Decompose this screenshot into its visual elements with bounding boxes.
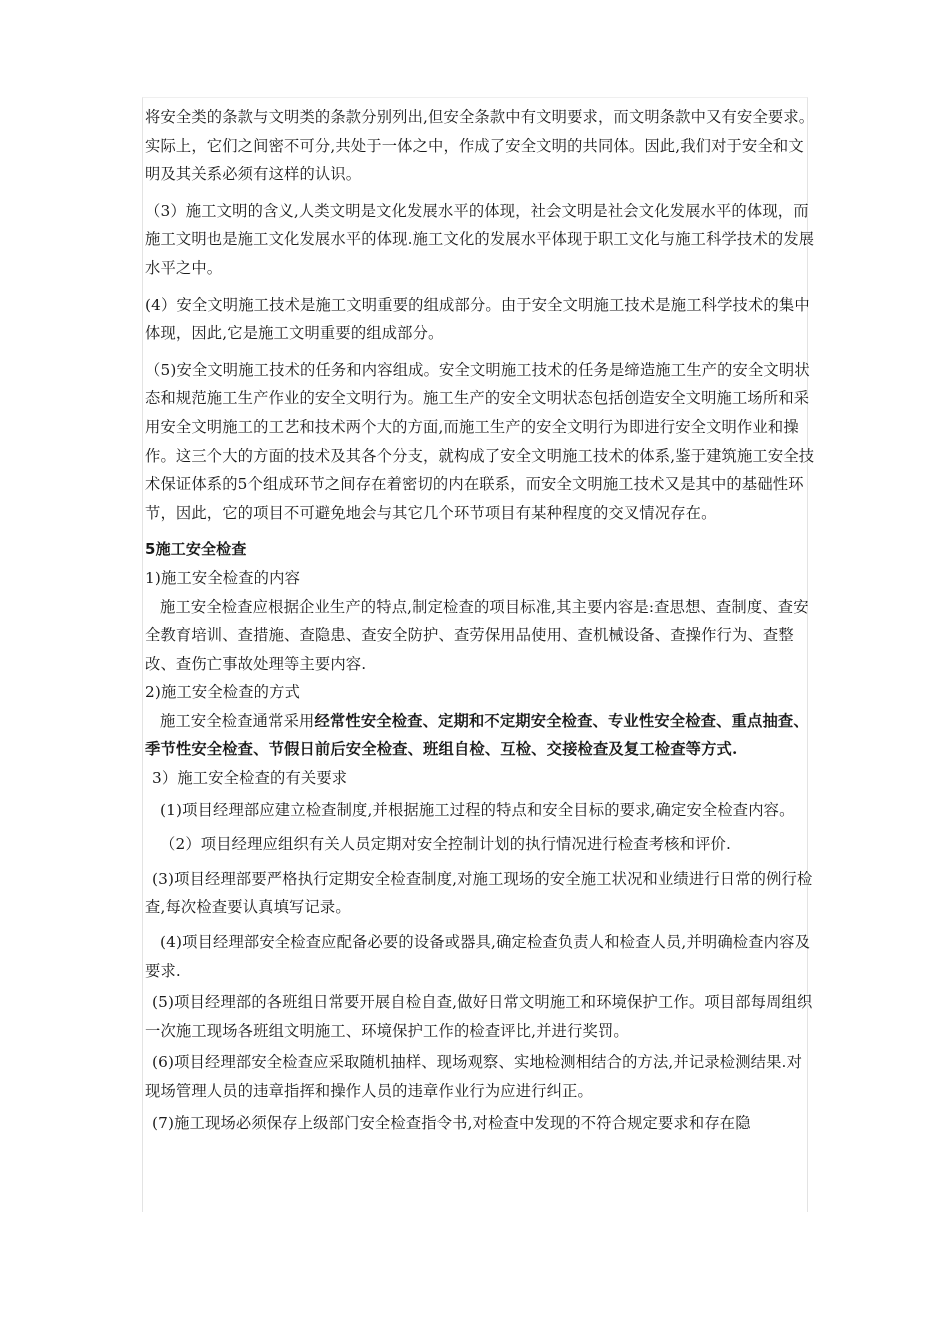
- document-body: [145, 103, 817, 1137]
- requirement-item: (6)项目经理部安全检查应采取随机抽样、现场观察、实地检测相结合的方法,并记录检测结果.对现场管理人员的违章指挥和操作人员的违章作业行为应进行纠正。: [145, 1053, 803, 1100]
- requirement-item: (4)项目经理部安全检查应配备必要的设备或器具,确定检查负责人和检查人员,并明确检查内容及要求.: [145, 933, 811, 980]
- subsection-title-requirements: 3）施工安全检查的有关要求: [152, 769, 348, 788]
- subsection-body-methods: [145, 707, 817, 764]
- section-heading: 5施工安全检查: [145, 540, 247, 559]
- subsection-title-methods: 2)施工安全检查的方式: [145, 683, 301, 702]
- requirement-item: (3)项目经理部要严格执行定期安全检查制度,对施工现场的安全施工状况和业绩进行日常的例行检查,每次检查要认真填写记录。: [145, 869, 813, 917]
- requirement-item: （2）项目经理应组织有关人员定期对安全控制计划的执行情况进行检查考核和评价.: [160, 835, 731, 854]
- paragraph-technology-component: (4）安全文明施工技术是施工文明重要的组成部分。由于安全文明施工技术是施工科学技术的集中体现，因此,它是施工文明重要的组成部分。: [145, 295, 810, 343]
- paragraph-technology-tasks: （5)安全文明施工技术的任务和内容组成。安全文明施工技术的任务是缔造施工生产的安全文明状态和规范施工生产作业的安全文明行为。施工生产的安全文明状态包括创造安全文明施工场所和采用安全文明施工的工艺和技术两个大的方面,而施工生产的安全文明行为即进行安全文明作业和操作。这三个大的方面的技术及其各个分支，就构成了安全文明施工技术的体系,鉴于建筑施工安全技术保证体系的5个组成环节之间存在着密切的内在联系，而安全文明施工技术又是其中的基础性环节，因此，它的项目不可避免地会与其它几个环节项目有某种程度的交叉情况存在。: [145, 360, 815, 522]
- subsection-body-content: 施工安全检查应根据企业生产的特点,制定检查的项目标准,其主要内容是:查思想、查制度、查安全教育培训、查措施、查隐患、查安全防护、查劳保用品使用、查机械设备、查操作行为、查整改、查伤亡事故处理等主要内容.: [145, 597, 809, 673]
- paragraph-safety-civilization: 将安全类的条款与文明类的条款分别列出,但安全条款中有文明要求，而文明条款中又有安全要求。实际上，它们之间密不可分,共处于一体之中，作成了安全文明的共同体。因此,我们对于安全和文明及其关系必须有这样的认识。: [145, 108, 815, 184]
- methods-intro-text: 施工安全检查通常采用: [160, 711, 315, 730]
- requirement-item: (1)项目经理部应建立检查制度,并根据施工过程的特点和安全目标的要求,确定安全检查内容。: [160, 800, 795, 819]
- subsection-title-content: 1)施工安全检查的内容: [145, 568, 301, 587]
- paragraph-construction-civilization: （3）施工文明的含义,人类文明是文化发展水平的体现，社会文明是社会文化发展水平的体现，而施工文明也是施工文化发展水平的体现.施工文化的发展水平体现于职工文化与施工科学技术的发展水平之中。: [145, 201, 815, 277]
- requirement-item: (7)施工现场必须保存上级部门安全检查指令书,对检查中发现的不符合规定要求和存在隐: [152, 1113, 751, 1132]
- methods-list-text: 经常性安全检查、定期和不定期安全检查、专业性安全检查、重点抽查、季节性安全检查、节假日前后安全检查、班组自检、互检、交接检查及复工检查等方式.: [145, 711, 809, 759]
- requirement-item: (5)项目经理部的各班组日常要开展自检自查,做好日常文明施工和环境保护工作。项目部每周组织一次施工现场各班组文明施工、环境保护工作的检查评比,并进行奖罚。: [145, 993, 813, 1040]
